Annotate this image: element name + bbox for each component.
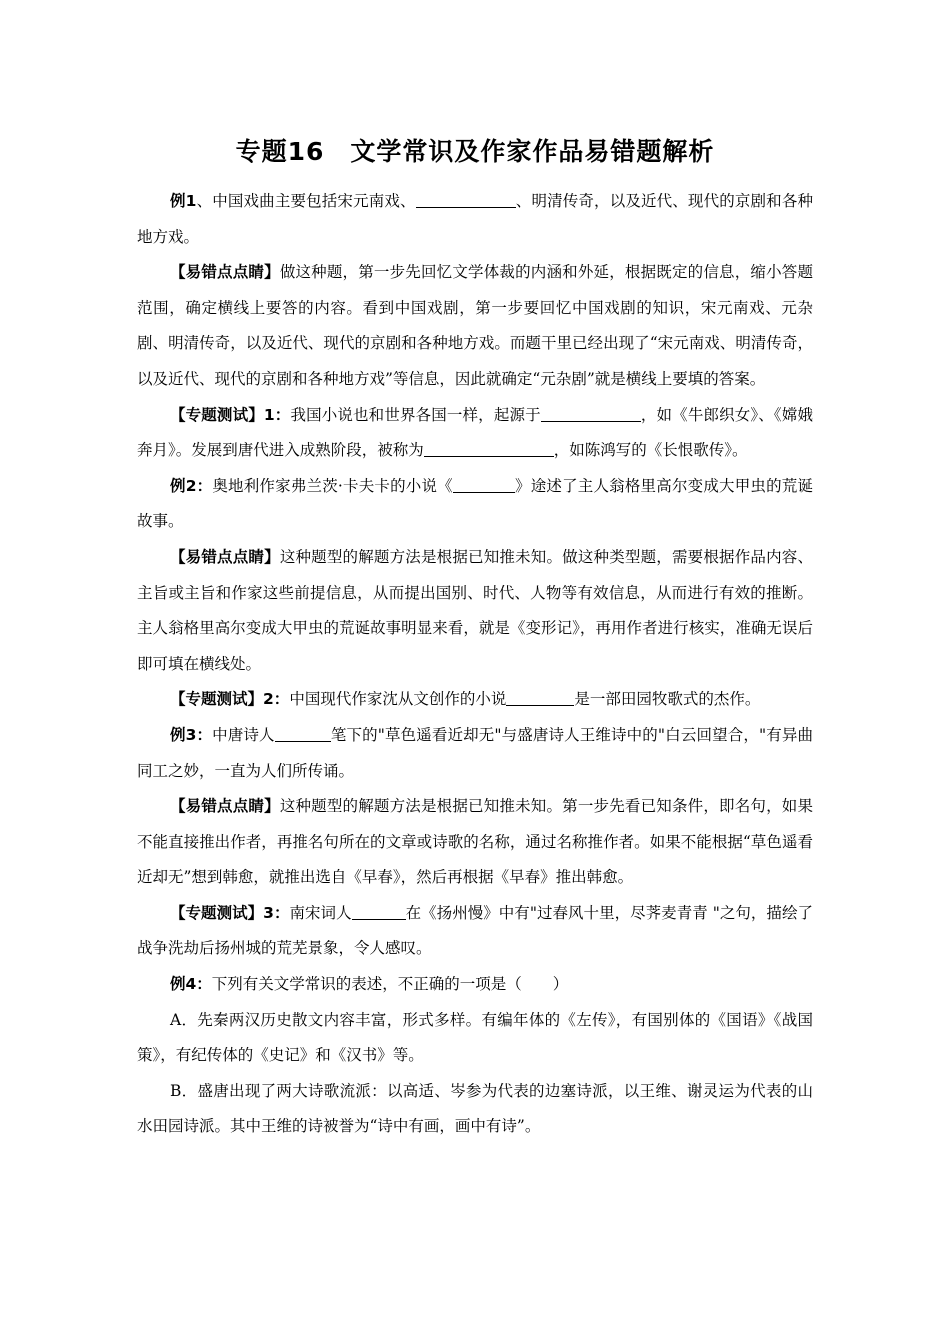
example-1 <box>137 184 813 255</box>
page-title: 专题16 文学常识及作家作品易错题解析 <box>235 137 715 166</box>
example-3-text-after: 笔下的"草色遥看近却无"与盛唐诗人王维诗中的"白云回望合，"有异曲同工之妙，一直为人们所传诵。 <box>137 725 813 780</box>
answer-blank <box>453 476 515 493</box>
example-1-label: 例1 <box>170 192 197 210</box>
example-2-label: 例2： <box>170 476 213 495</box>
test-2-text-after: 是一部田园牧歌式的杰作。 <box>574 690 761 709</box>
example-4 <box>137 967 813 1003</box>
test-2-label: 【专题测试】 <box>170 690 264 709</box>
answer-blank <box>541 405 641 422</box>
example-2 <box>137 469 813 540</box>
option-a: A．先秦两汉历史散文内容丰富，形式多样。有编年体的《左传》，有国别体的《国语》《战国策》，有纪传体的《史记》和《汉书》等。 <box>137 1010 813 1065</box>
test-3-text-before: 南宋词人 <box>289 903 352 922</box>
test-1-text-part1: 我国小说也和世界各国一样，起源于 <box>290 405 541 424</box>
test-3-label: 【专题测试】 <box>170 903 264 922</box>
answer-blank <box>424 440 554 457</box>
example-2-text-after: 》途述了主人翁格里高尔变成大甲虫的荒诞故事。 <box>137 476 813 531</box>
tip-1-label: 【易错点点睛】 <box>170 263 280 282</box>
test-3 <box>137 896 813 967</box>
test-1-number: 1： <box>263 405 291 424</box>
answer-blank <box>416 191 516 208</box>
tip-3-text: 这种题型的解题方法是根据已知推未知。第一步先看已知条件，即名句，如果不能直接推出作者，再推名句所在的文章或诗歌的名称，通过名称推作者。如果不能根据“草色遥看近却无”想到韩愈，就推出选自《早春》，然后再根据《早春》推出韩愈。 <box>137 797 813 887</box>
example-1-text-before: 、中国戏曲主要包括宋元南戏、 <box>196 192 416 210</box>
tip-3 <box>137 789 813 896</box>
tip-2-text: 这种题型的解题方法是根据已知推未知。做这种类型题，需要根据作品内容、主旨或主旨和作家这些前提信息，从而提出国别、时代、人物等有效信息，从而进行有效的推断。主人翁格里高尔变成大甲虫的荒诞故事明显来看，就是《变形记》，再用作者进行核实，准确无误后即可填在横线处。 <box>137 547 813 673</box>
answer-blank <box>275 725 331 742</box>
tip-3-label: 【易错点点睛】 <box>170 797 280 816</box>
option-b: B．盛唐出现了两大诗歌流派：以高适、岑参为代表的边塞诗派，以王维、谢灵运为代表的山水田园诗派。其中王维的诗被誉为“诗中有画，画中有诗”。 <box>137 1081 813 1136</box>
document-body <box>137 184 813 1145</box>
example-3 <box>137 718 813 789</box>
answer-blank <box>506 689 574 706</box>
tip-1-text: 做这种题，第一步先回忆文学体裁的内涵和外延，根据既定的信息，缩小答题范围，确定横线上要答的内容。看到中国戏剧，第一步要回忆中国戏剧的知识，宋元南戏、元杂剧、明清传奇，以及近代、现代的京剧和各种地方戏。而题干里已经出现了“宋元南戏、明清传奇，以及近代、现代的京剧和各种地方戏”等信息，因此就确定“元杂剧”就是横线上要填的答案。 <box>137 263 813 388</box>
test-1 <box>137 398 813 469</box>
example-3-label: 例3： <box>170 725 213 744</box>
tip-1 <box>137 255 813 397</box>
example-4-text: 下列有关文学常识的表述，不正确的一项是（ ） <box>211 975 569 994</box>
example-4-label: 例4： <box>170 975 212 994</box>
test-3-number: 3： <box>263 903 290 922</box>
example-3-text-before: 中唐诗人 <box>212 725 275 744</box>
test-2-text-before: 中国现代作家沈从文创作的小说 <box>289 690 507 709</box>
test-1-text-part3: ，如陈鸿写的《长恨歌传》。 <box>553 441 748 460</box>
answer-blank <box>352 903 406 920</box>
test-2 <box>137 682 813 718</box>
test-1-text-part2: ，如《牛郎织女》、《嫦娥奔月》。发展到唐代进入成熟阶段，被称为 <box>137 405 813 460</box>
test-1-label: 【专题测试】 <box>170 405 264 424</box>
test-3-text-after: 在《扬州慢》中有"过春风十里，尽荠麦青青 "之句，描绘了战争洗劫后扬州城的荒芜景象，令人感叹。 <box>137 903 813 958</box>
tip-2-label: 【易错点点睛】 <box>170 547 280 566</box>
example-2-text-before: 奥地利作家弗兰茨·卡夫卡的小说《 <box>212 476 453 495</box>
tip-2 <box>137 540 813 682</box>
test-2-number: 2： <box>263 690 290 709</box>
example-1-text-after: 、明清传奇，以及近代、现代的京剧和各种地方戏。 <box>137 192 813 246</box>
